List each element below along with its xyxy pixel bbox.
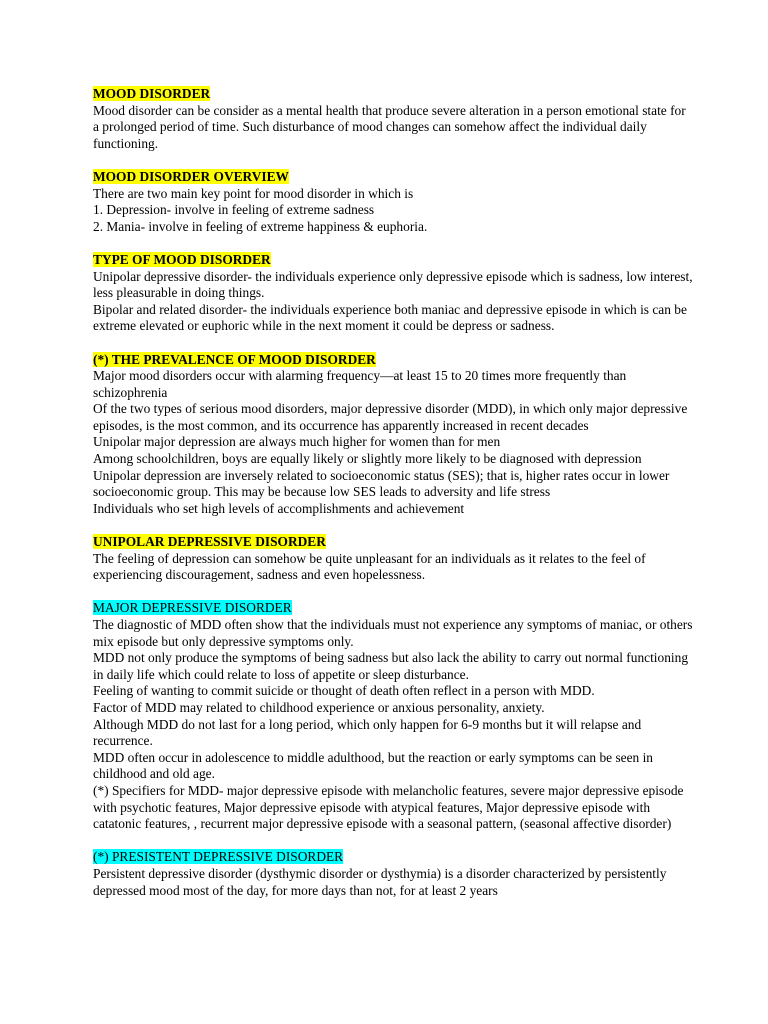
heading-text: UNIPOLAR DEPRESSIVE DISORDER [93, 534, 326, 550]
paragraph: Individuals who set high levels of accomplishments and achievement [93, 500, 465, 516]
paragraph: Factor of MDD may related to childhood experience or anxious personality, anxiety. [93, 699, 545, 715]
paragraph: The feeling of depression can somehow be quite unpleasant for an individuals as it relates to the feel of experiencing discouragement, sadness and even hopelessness. [93, 550, 646, 583]
paragraph: (*) Specifiers for MDD- major depressive episode with melancholic features, severe major depressive episode with psychotic features, Major depressive episode with atypical features, Major depressive episode with catatonic features, , recurrent major depressive episode with a seasonal pattern, (seasonal affective disorder) [93, 782, 684, 832]
heading-text: MOOD DISORDER OVERVIEW [93, 168, 289, 184]
section-unipolar-depressive-disorder [93, 534, 693, 584]
section-heading [93, 252, 693, 269]
document-page [93, 86, 693, 916]
paragraph: Unipolar depressive disorder- the individuals experience only depressive episode which is sadness, low interest, less pleasurable in doing things. [93, 268, 693, 301]
list-item: 2. Mania- involve in feeling of extreme happiness & euphoria. [93, 218, 428, 234]
paragraph: Of the two types of serious mood disorders, major depressive disorder (MDD), in which only major depressive episodes, is the most common, and its occurrence has apparently increased in recent decades [93, 401, 688, 433]
section-heading [93, 86, 693, 103]
section-heading [93, 352, 693, 369]
paragraph: Mood disorder can be consider as a mental health that produce severe alteration in a person emotional state for a prolonged period of time. Such disturbance of mood changes can somehow affect the individual daily functioning. [93, 102, 686, 151]
paragraph: Major mood disorders occur with alarming frequency—at least 15 to 20 times more frequently than schizophrenia [93, 368, 627, 400]
section-mood-disorder-overview [93, 169, 693, 235]
paragraph: MDD often occur in adolescence to middle adulthood, but the reaction or early symptoms can be seen in childhood and old age. [93, 749, 654, 782]
paragraph: There are two main key point for mood disorder in which is [93, 185, 414, 201]
section-heading [93, 534, 693, 551]
section-heading [93, 600, 693, 617]
paragraph: The diagnostic of MDD often show that the individuals must not experience any symptoms of maniac, or others mix episode but only depressive symptoms only. [93, 617, 693, 649]
paragraph: MDD not only produce the symptoms of being sadness but also lack the ability to carry out normal functioning in daily life which could relate to loss of appetite or sleep disturbance. [93, 650, 689, 682]
heading-text: TYPE OF MOOD DISORDER [93, 251, 271, 267]
paragraph: Unipolar depression are inversely related to socioeconomic status (SES); that is, higher rates occur in lower socioeconomic group. This may be because low SES leads to adversity and life stress [93, 467, 670, 500]
section-prevalence [93, 352, 693, 518]
paragraph: Persistent depressive disorder (dysthymic disorder or dysthymia) is a disorder characterized by persistently depressed mood most of the day, for more days than not, for at least 2 years [93, 865, 667, 898]
heading-text: (*) PRESISTENT DEPRESSIVE DISORDER [93, 849, 344, 865]
section-major-depressive-disorder [93, 600, 693, 832]
section-persistent-depressive-disorder [93, 849, 693, 899]
section-mood-disorder [93, 86, 693, 152]
paragraph: Among schoolchildren, boys are equally likely or slightly more likely to be diagnosed with depression [93, 451, 642, 467]
paragraph: Unipolar major depression are always much higher for women than for men [93, 434, 501, 450]
section-type-of-mood-disorder [93, 252, 693, 335]
heading-text: MAJOR DEPRESSIVE DISORDER [93, 600, 292, 616]
heading-text: (*) THE PREVALENCE OF MOOD DISORDER [93, 351, 376, 367]
section-heading [93, 169, 693, 186]
paragraph: Bipolar and related disorder- the individuals experience both maniac and depressive episode in which is can be extreme elevated or euphoric while in the next moment it could be depress or sadness. [93, 301, 687, 334]
heading-text: MOOD DISORDER [93, 86, 211, 101]
paragraph: Although MDD do not last for a long period, which only happen for 6-9 months but it will relapse and recurrence. [93, 716, 642, 749]
paragraph: Feeling of wanting to commit suicide or thought of death often reflect in a person with MDD. [93, 683, 595, 699]
section-heading [93, 849, 693, 866]
list-item: 1. Depression- involve in feeling of extreme sadness [93, 202, 375, 218]
